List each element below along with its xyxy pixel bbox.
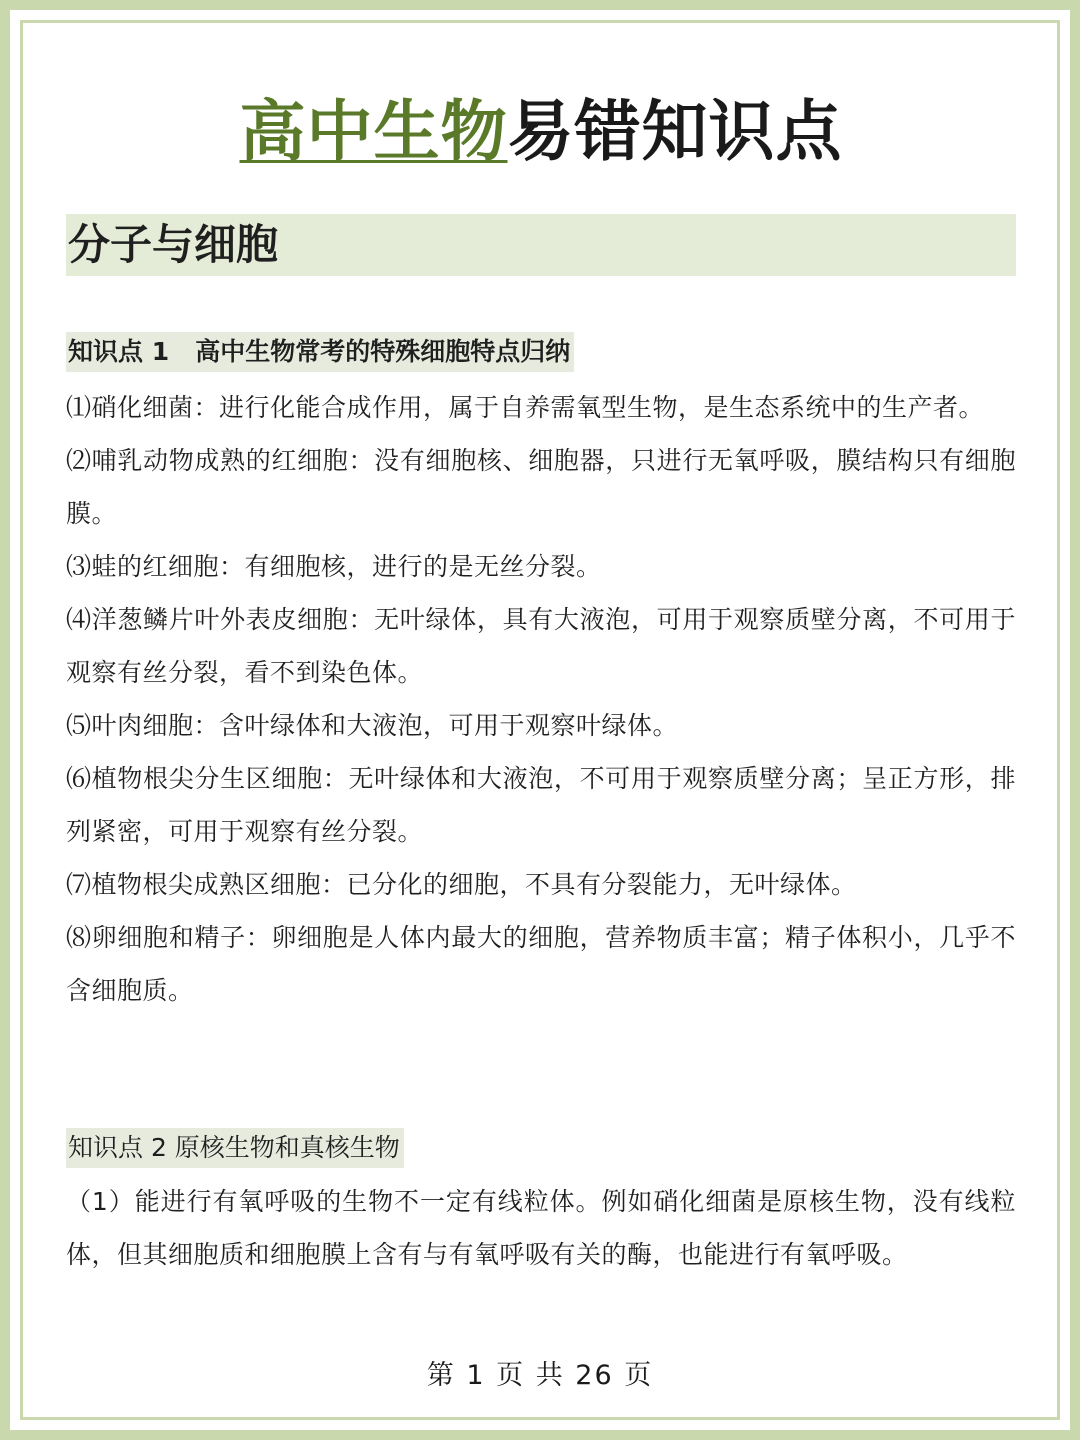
- list-item: ⑴硝化细菌：进行化能合成作用，属于自养需氧型生物，是生态系统中的生产者。: [66, 393, 985, 422]
- list-item: ⑵哺乳动物成熟的红细胞：没有细胞核、细胞器，只进行无氧呼吸，膜结构只有细胞膜。: [66, 446, 1016, 528]
- title-rest: 易错知识点: [507, 93, 843, 170]
- list-item: ⑺植物根尖成熟区细胞：已分化的细胞，不具有分裂能力，无叶绿体。: [66, 870, 857, 899]
- section-heading-bar: [66, 214, 1016, 276]
- list-item: ⑶蛙的红细胞：有细胞核，进行的是无丝分裂。: [66, 552, 602, 581]
- list-item: ⑸叶肉细胞：含叶绿体和大液泡，可用于观察叶绿体。: [66, 711, 679, 740]
- list-item: ⑷洋葱鳞片叶外表皮细胞：无叶绿体，具有大液泡，可用于观察质壁分离，不可用于观察有丝分裂，看不到染色体。: [66, 605, 1016, 687]
- list-item: ⑻卵细胞和精子：卵细胞是人体内最大的细胞，营养物质丰富；精子体积小，几乎不含细胞质。: [66, 923, 1016, 1005]
- page-footer: 第 1 页 共 26 页: [426, 1360, 654, 1391]
- knowledge-point-2-heading: 知识点 2 原核生物和真核生物: [66, 1128, 404, 1168]
- section-heading: 分子与细胞: [68, 220, 279, 269]
- list-item: ⑹植物根尖分生区细胞：无叶绿体和大液泡，不可用于观察质壁分离；呈正方形，排列紧密，可用于观察有丝分裂。: [66, 764, 1016, 846]
- title-highlight: 高中生物: [239, 93, 508, 170]
- list-item: （1）能进行有氧呼吸的生物不一定有线粒体。例如硝化细菌是原核生物，没有线粒体，但其细胞质和细胞膜上含有与有氧呼吸有关的酶，也能进行有氧呼吸。: [66, 1187, 1016, 1269]
- knowledge-point-1-heading: 知识点 1 高中生物常考的特殊细胞特点归纳: [66, 332, 574, 372]
- knowledge-point-2-body: [66, 1175, 1016, 1281]
- knowledge-point-1-body: [66, 381, 1016, 1017]
- page-title: [66, 92, 1016, 172]
